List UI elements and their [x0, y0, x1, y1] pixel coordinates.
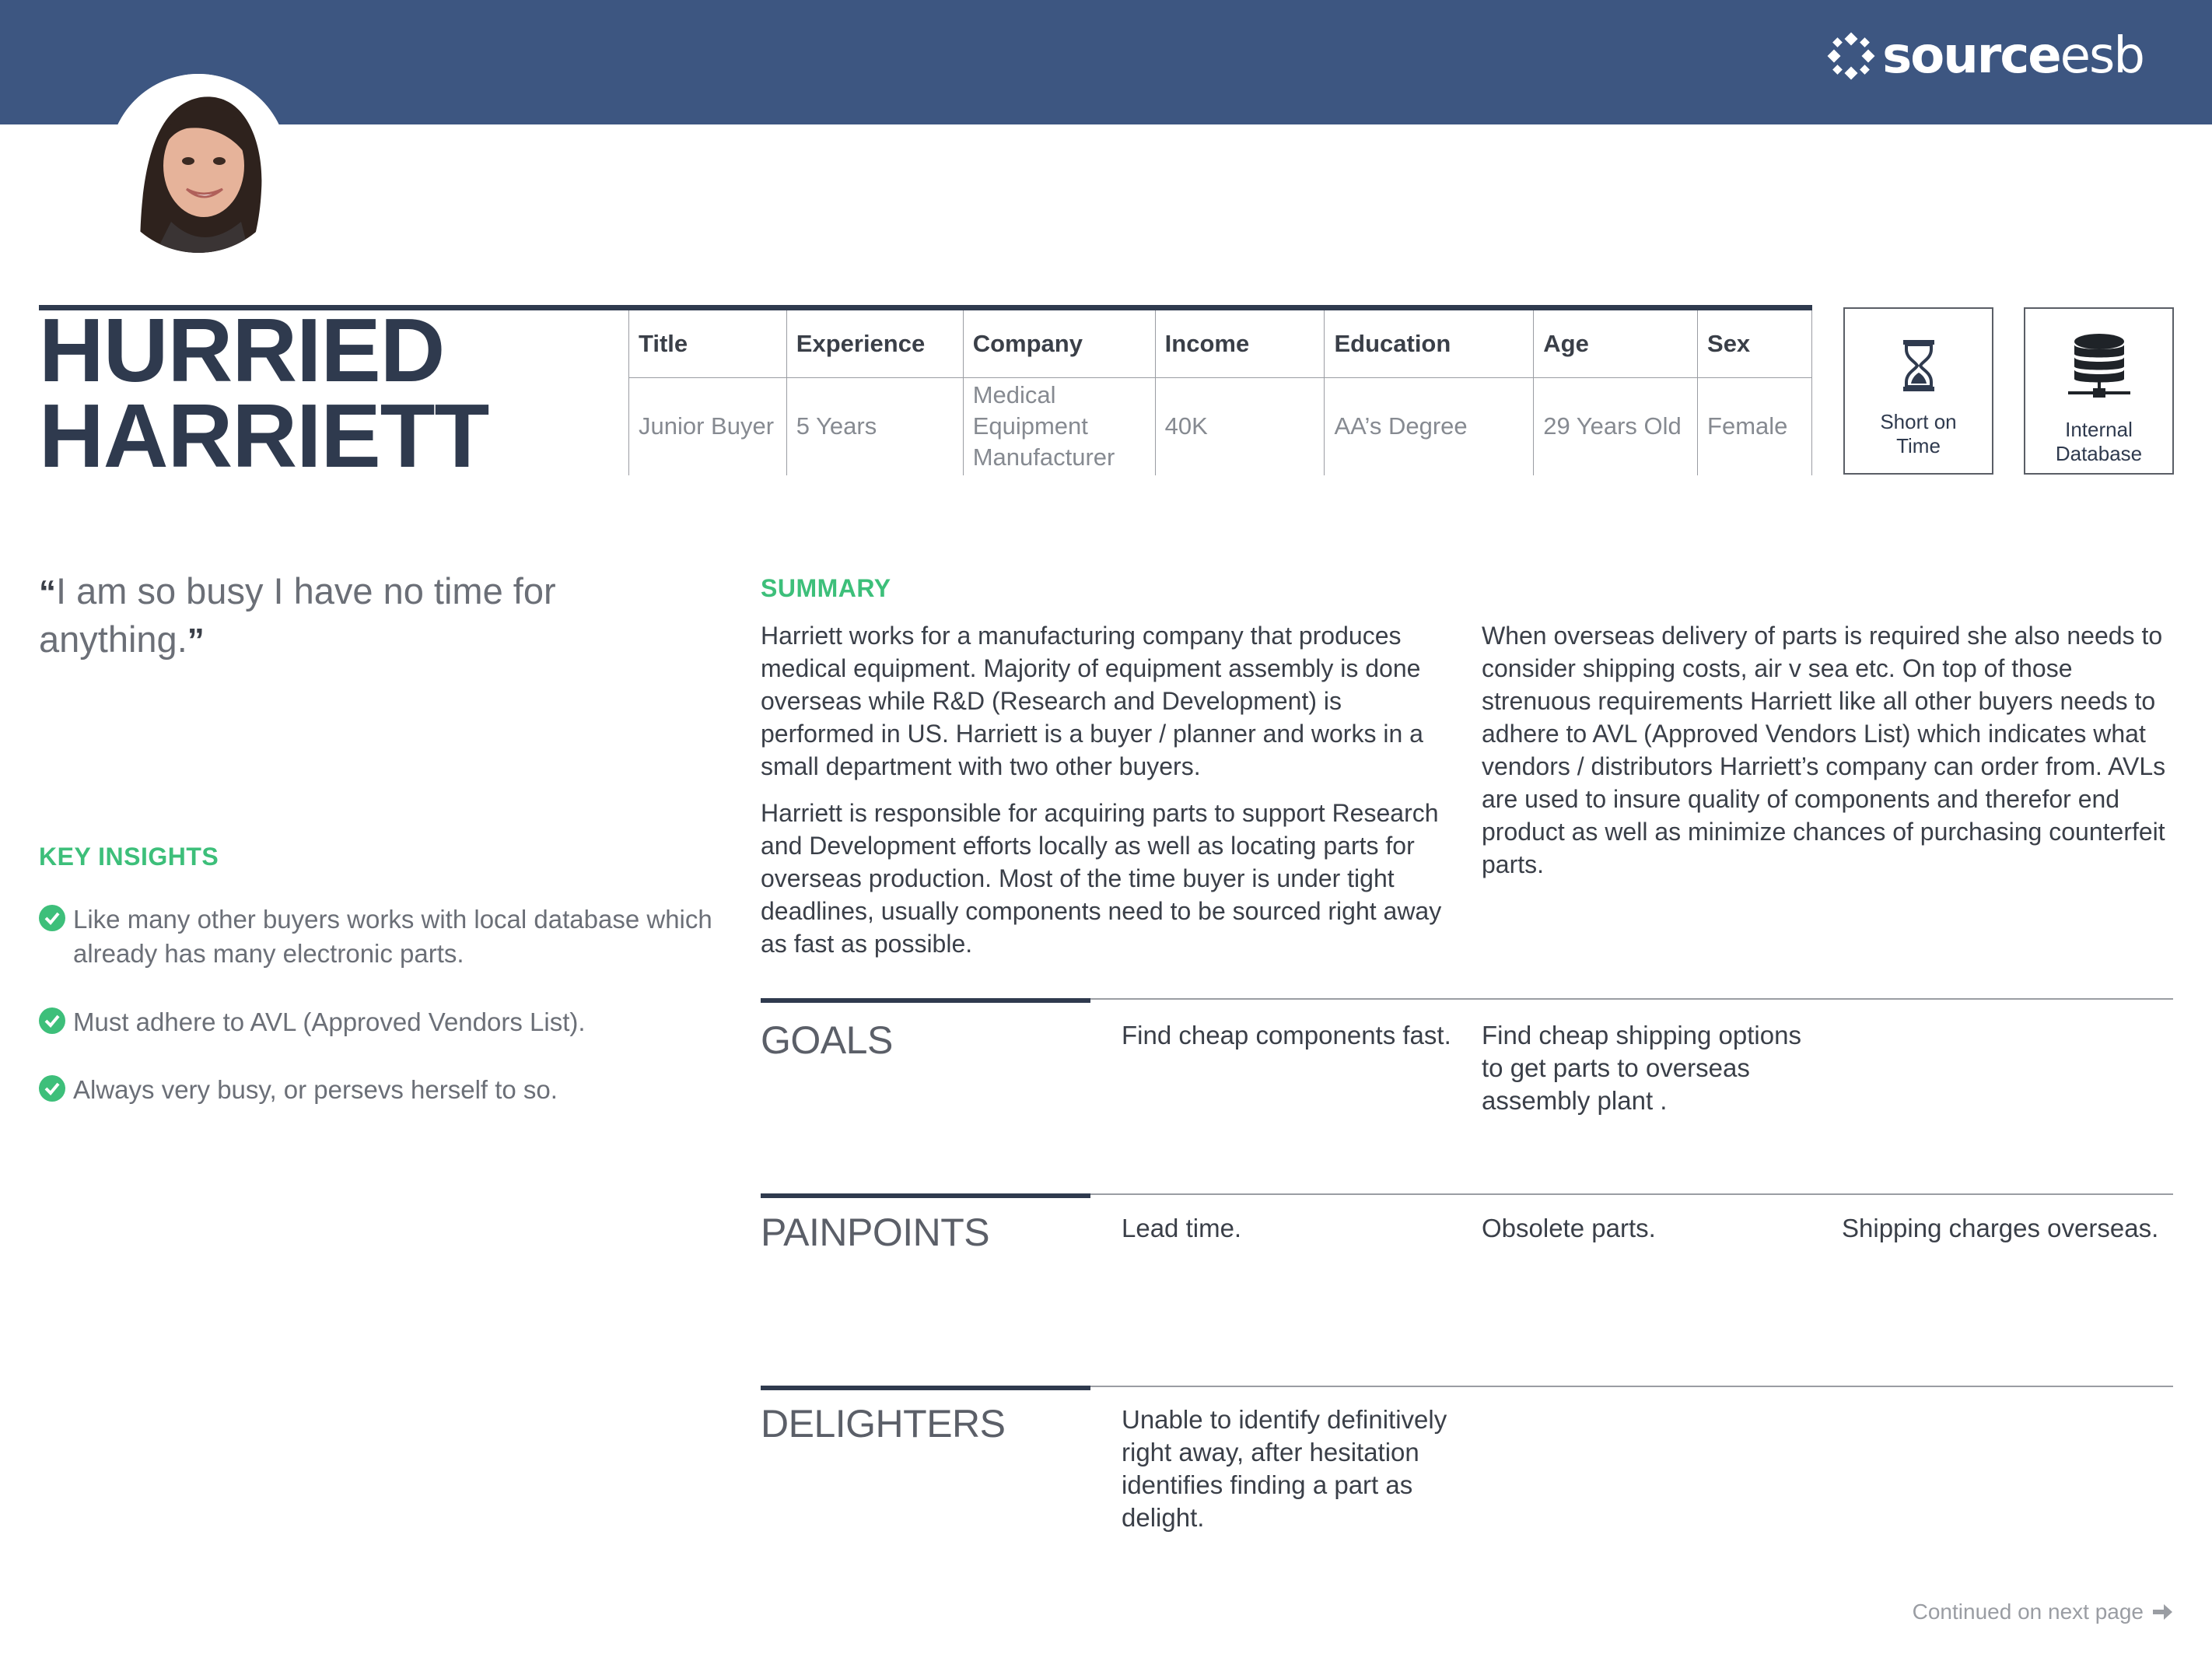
summary-column-1 [761, 619, 1453, 974]
persona-photo [109, 74, 288, 253]
goals-title: GOALS [761, 1018, 893, 1062]
hourglass-icon [1902, 338, 1936, 393]
goal-item: Find cheap components fast. [1122, 1021, 1451, 1050]
insight-item [39, 1005, 723, 1039]
database-icon [2067, 332, 2132, 402]
check-circle-icon [39, 1075, 65, 1102]
key-insights-heading: KEY INSIGHTS [39, 843, 219, 871]
persona-name-line2: HARRIETT [39, 385, 489, 486]
continued-link[interactable] [1913, 1600, 2173, 1624]
painpoint-item: Obsolete parts. [1482, 1214, 1656, 1242]
header-income: Income [1155, 310, 1325, 377]
summary-heading: SUMMARY [761, 574, 891, 602]
sourceesb-logo [1826, 27, 2144, 85]
trait-short-on-time [1843, 307, 1993, 475]
persona-name [39, 300, 489, 486]
header-company: Company [963, 310, 1155, 377]
header-bar [0, 0, 2212, 124]
goals-rule-accent [761, 998, 1090, 1003]
painpoints-rule-accent [761, 1193, 1090, 1198]
goal-item: Find cheap shipping options to get parts to overseas assembly plant . [1482, 1021, 1801, 1115]
summary-paragraph: Harriett works for a manufacturing company that produces medical equipment. Majority of equipment assembly is done overseas while R&D (Research and Development) is performed in US. Harriett is a buyer / planner and works in a small department with two other buyers. [761, 622, 1423, 780]
delighters-title: DELIGHTERS [761, 1402, 1006, 1445]
persona-quote [39, 568, 708, 664]
value-sex: Female [1698, 377, 1812, 475]
header-title: Title [629, 310, 787, 377]
value-title: Junior Buyer [629, 377, 787, 475]
value-education: AA’s Degree [1325, 377, 1534, 475]
insight-text: Must adhere to AVL (Approved Vendors List). [73, 1007, 586, 1036]
value-age: 29 Years Old [1534, 377, 1698, 475]
check-circle-icon [39, 905, 65, 931]
arrow-right-icon [2151, 1602, 2173, 1622]
value-income: 40K [1155, 377, 1325, 475]
logo-text: sourceesb [1882, 27, 2144, 85]
trait-label-short-on-time: Short on Time [1880, 410, 1957, 457]
quote-text: I am so busy I have no time for anything. [39, 570, 556, 660]
summary-paragraph: Harriett is responsible for acquiring parts to support Research and Development efforts locally as well as locating parts for overseas production. Most of the time buyer is under tight deadlines, usually components need to be sourced right away as fast as possible. [761, 799, 1442, 958]
value-company: Medical Equipment Manufacturer [963, 377, 1155, 475]
profile-table [628, 310, 1812, 475]
painpoint-item: Lead time. [1122, 1214, 1242, 1242]
continued-text: Continued on next page [1912, 1600, 2144, 1624]
insight-text: Like many other buyers works with local database which already has many electronic parts. [73, 905, 712, 968]
insight-text: Always very busy, or persevs herself to so. [73, 1075, 558, 1104]
persona-avatar [109, 74, 288, 253]
insight-item [39, 1073, 723, 1107]
header-age: Age [1534, 310, 1698, 377]
painpoints-title: PAINPOINTS [761, 1211, 990, 1254]
header-sex: Sex [1698, 310, 1812, 377]
value-experience: 5 Years [786, 377, 963, 475]
painpoint-item: Shipping charges overseas. [1842, 1214, 2159, 1242]
check-circle-icon [39, 1007, 65, 1034]
summary-paragraph: When overseas delivery of parts is required she also needs to consider shipping costs, air v sea etc. On top of those strenuous requirements Harriett like all other buyers needs to adhere to AVL (Approved Vendors List) which indicates what vendors / distributors Harriett’s company can order from. AVLs are used to insure quality of components and therefor end product as well as minimize chances of purchasing counterfeit parts. [1482, 622, 2166, 878]
profile-table-header-row [629, 310, 1812, 377]
quote-open-mark: “ [39, 573, 56, 611]
header-education: Education [1325, 310, 1534, 377]
quote-close-mark: ” [187, 622, 205, 660]
trait-internal-database [2024, 307, 2174, 475]
summary-column-2 [1482, 619, 2174, 895]
header-experience: Experience [786, 310, 963, 377]
delighter-item: Unable to identify definitively right away, after hesitation identifies finding a part as delight. [1122, 1405, 1447, 1532]
delighters-rule-accent [761, 1386, 1090, 1390]
trait-label-internal-database: Internal Database [2055, 418, 2143, 465]
profile-table-value-row [629, 377, 1812, 475]
insight-item [39, 902, 723, 971]
logo-mark-icon [1826, 31, 1876, 81]
persona-name-line1: HURRIED [39, 300, 445, 401]
